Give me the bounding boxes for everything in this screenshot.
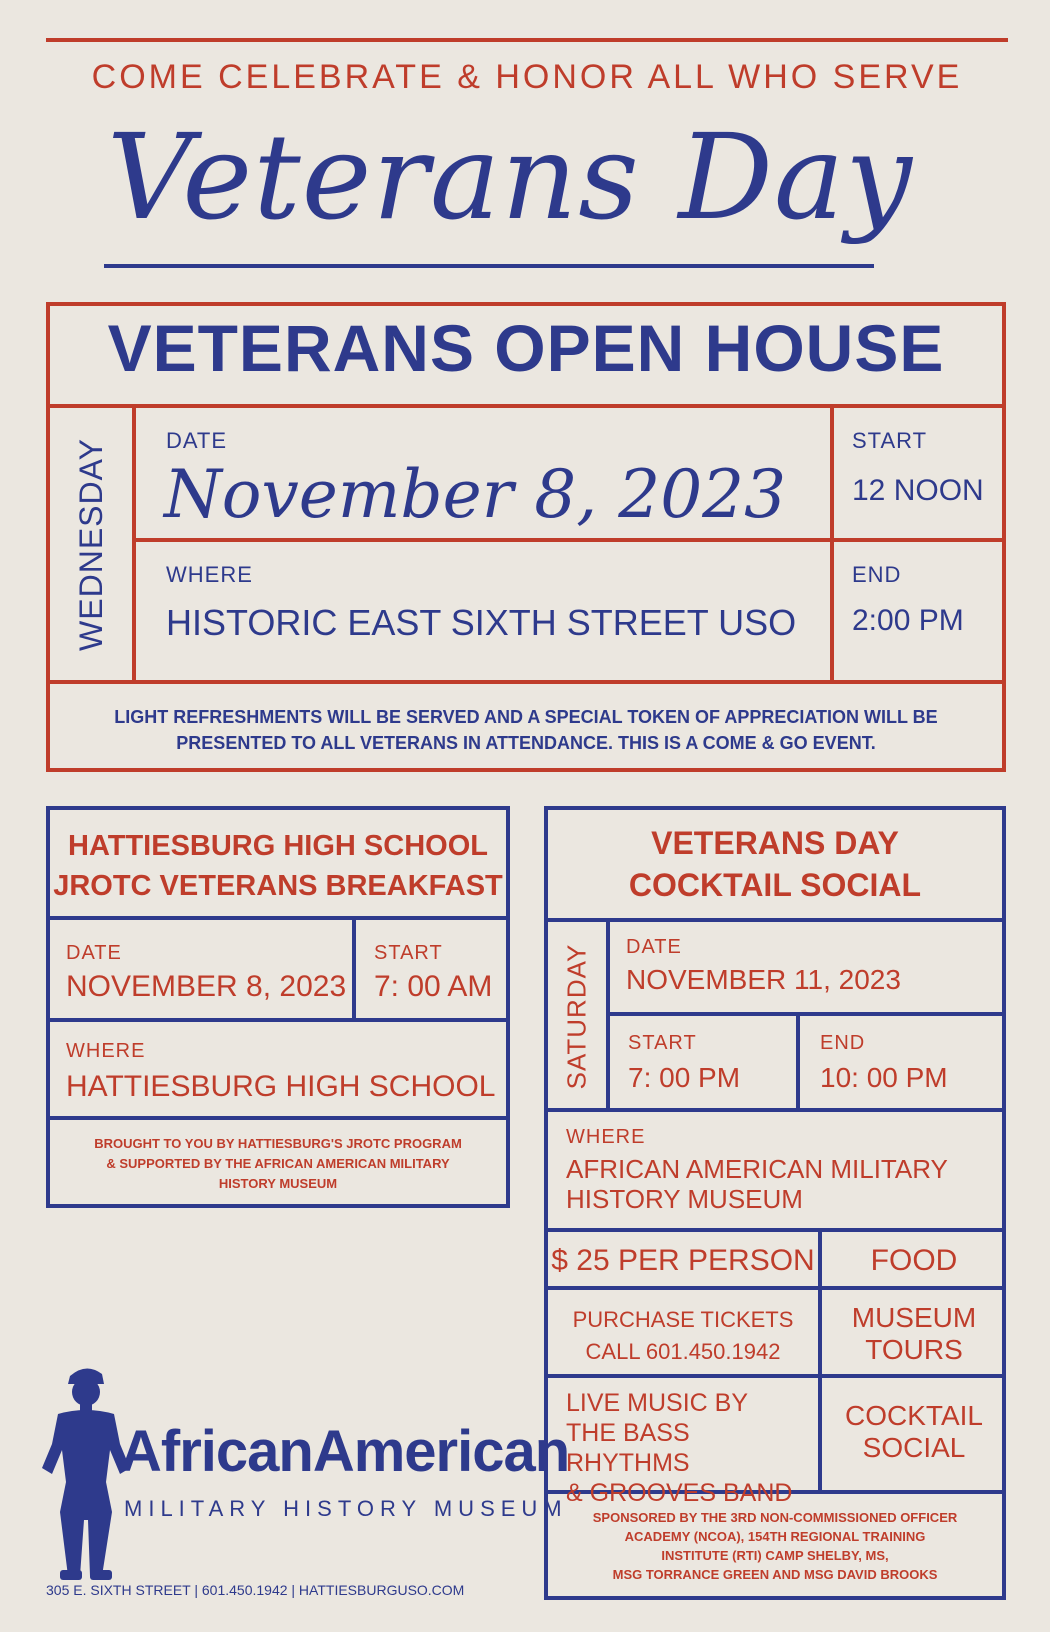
cocktail-title <box>548 822 1002 906</box>
divider <box>796 1012 800 1110</box>
open-house-date: November 8, 2023 <box>164 456 787 533</box>
cocktail-end: 10: 00 PM <box>820 1062 948 1093</box>
divider <box>830 404 834 682</box>
divider <box>46 1018 510 1022</box>
breakfast-note <box>60 1134 496 1194</box>
divider <box>46 1116 510 1120</box>
divider <box>544 1286 1006 1290</box>
cocktail-tours-line: TOURS <box>865 1334 963 1365</box>
cocktail-social-line: COCKTAIL <box>845 1400 983 1431</box>
open-house-end-label: END <box>852 562 902 587</box>
open-house-day-label: WEDNESDAY <box>72 437 109 651</box>
divider <box>132 404 136 682</box>
cocktail-tickets-line: PURCHASE TICKETS <box>572 1307 794 1332</box>
breakfast-note-line: & SUPPORTED BY THE AFRICAN AMERICAN MILITARY <box>106 1156 450 1171</box>
cocktail-sponsor-line: ACADEMY (NCOA), 154TH REGIONAL TRAINING <box>624 1529 926 1544</box>
open-house-note-line: LIGHT REFRESHMENTS WILL BE SERVED AND A SPECIAL TOKEN OF APPRECIATION WILL BE <box>114 707 938 727</box>
open-house-note-line: PRESENTED TO ALL VETERANS IN ATTENDANCE. THIS IS A COME & GO EVENT. <box>176 733 876 753</box>
logo-wordmark: AfricanAmerican <box>120 1419 570 1484</box>
tagline: COME CELEBRATE & HONOR ALL WHO SERVE <box>91 58 963 96</box>
soldier-silhouette-icon <box>40 1362 132 1582</box>
cocktail-sponsor-line: SPONSORED BY THE 3RD NON-COMMISSIONED OFFICER <box>592 1510 958 1525</box>
cocktail-music-line: & GROOVES BAND <box>566 1479 793 1507</box>
cocktail-tickets-line: CALL 601.450.1942 <box>585 1339 781 1364</box>
cocktail-sponsor-line: INSTITUTE (RTI) CAMP SHELBY, MS, <box>661 1548 889 1563</box>
open-house-title: VETERANS OPEN HOUSE <box>107 311 945 385</box>
top-rule <box>46 38 1008 42</box>
breakfast-note-line: HISTORY MUSEUM <box>218 1176 338 1191</box>
divider <box>544 1374 1006 1378</box>
breakfast-date: NOVEMBER 8, 2023 <box>66 970 347 1003</box>
footer-contact: 305 E. SIXTH STREET | 601.450.1942 | HATTIESBURGUSO.COM <box>46 1582 465 1598</box>
divider <box>544 1108 1006 1112</box>
divider <box>46 680 1006 684</box>
cocktail-title-line: COCKTAIL SOCIAL <box>628 867 922 903</box>
breakfast-title <box>50 826 506 906</box>
breakfast-start-label: START <box>374 942 443 964</box>
open-house-where-label: WHERE <box>166 562 253 587</box>
cocktail-sponsor <box>552 1508 998 1584</box>
cocktail-where <box>566 1154 948 1214</box>
cocktail-where-line: AFRICAN AMERICAN MILITARY <box>566 1154 948 1184</box>
cocktail-start-label: START <box>628 1032 697 1054</box>
logo-subtitle: MILITARY HISTORY MUSEUM <box>124 1496 568 1521</box>
open-house-date-label: DATE <box>166 428 228 453</box>
cocktail-day-label: SATURDAY <box>561 943 592 1089</box>
divider <box>46 916 510 920</box>
divider <box>352 916 356 1020</box>
open-house-start-label: START <box>852 428 928 453</box>
cocktail-social <box>822 1400 1006 1464</box>
divider <box>136 538 1006 542</box>
breakfast-title-line: JROTC VETERANS BREAKFAST <box>53 870 503 902</box>
cocktail-date-label: DATE <box>626 936 682 958</box>
cocktail-where-label: WHERE <box>566 1126 646 1148</box>
page-title: Veterans Day <box>107 108 913 246</box>
cocktail-food: FOOD <box>870 1244 958 1277</box>
cocktail-music <box>566 1388 816 1508</box>
breakfast-date-label: DATE <box>66 942 122 964</box>
divider <box>544 918 1006 922</box>
cocktail-music-line: LIVE MUSIC BY <box>566 1389 748 1417</box>
divider <box>544 1228 1006 1232</box>
breakfast-start: 7: 00 AM <box>374 970 493 1003</box>
cocktail-tours-line: MUSEUM <box>851 1302 977 1333</box>
cocktail-title-line: VETERANS DAY <box>651 825 899 861</box>
cocktail-where-line: HISTORY MUSEUM <box>566 1184 803 1214</box>
cocktail-sponsor-line: MSG TORRANCE GREEN AND MSG DAVID BROOKS <box>612 1567 938 1582</box>
cocktail-tickets <box>548 1304 818 1368</box>
cocktail-social-line: SOCIAL <box>862 1432 966 1463</box>
cocktail-end-label: END <box>820 1032 866 1054</box>
breakfast-note-line: BROUGHT TO YOU BY HATTIESBURG'S JROTC PROGRAM <box>94 1136 462 1151</box>
open-house-day <box>50 408 132 680</box>
divider <box>46 404 1006 408</box>
breakfast-where-label: WHERE <box>66 1040 146 1062</box>
breakfast-where: HATTIESBURG HIGH SCHOOL <box>66 1070 496 1103</box>
cocktail-music-line: THE BASS RHYTHMS <box>566 1419 690 1477</box>
cocktail-tours <box>822 1302 1006 1366</box>
open-house-end: 2:00 PM <box>852 604 964 637</box>
cocktail-price: $ 25 PER PERSON <box>551 1244 815 1277</box>
cocktail-date: NOVEMBER 11, 2023 <box>626 964 901 995</box>
breakfast-title-line: HATTIESBURG HIGH SCHOOL <box>68 830 488 862</box>
divider <box>610 1012 1006 1016</box>
open-house-start: 12 NOON <box>852 474 984 507</box>
cocktail-start: 7: 00 PM <box>628 1062 741 1093</box>
open-house-where: HISTORIC EAST SIXTH STREET USO <box>166 602 797 643</box>
cocktail-day <box>548 922 606 1110</box>
title-underline <box>104 264 874 268</box>
open-house-note <box>60 704 992 756</box>
